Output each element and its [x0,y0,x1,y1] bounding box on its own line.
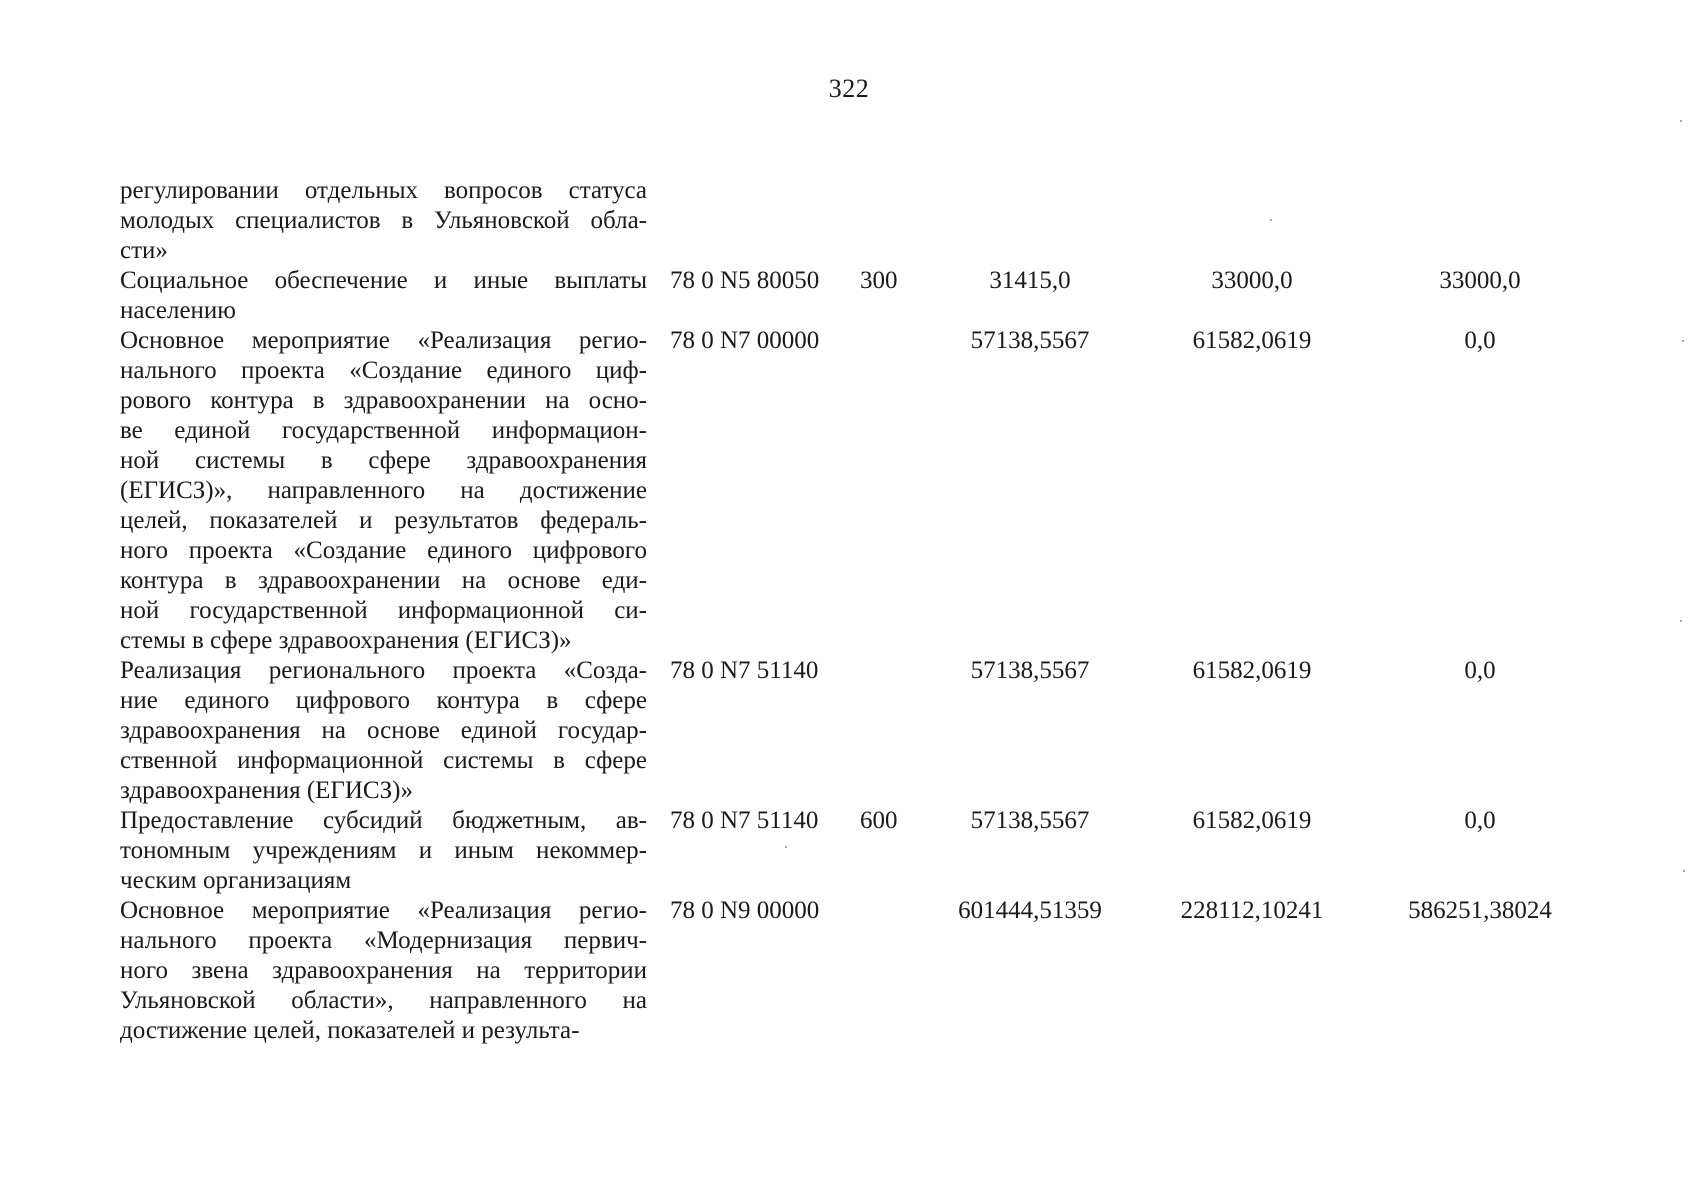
row-value-1: 601444,51359 [958,897,1102,924]
scan-speck [1680,120,1682,122]
row-name-line: здравоохранения на основе единой государ- [120,717,647,744]
row-name-line: Предоставление субсидий бюджетным, ав- [120,807,647,834]
row-value-3: 0,0 [1464,327,1496,354]
row-value-2: 61582,0619 [1192,657,1312,684]
row-value-3: 33000,0 [1439,267,1521,294]
row-name [120,266,647,326]
row-name [120,806,647,896]
scan-speck [1682,340,1684,342]
row-name-line: Основное мероприятие «Реализация регио- [120,327,647,354]
row-name-line: тономным учреждениям и иным некоммер- [120,837,647,864]
row-value-1: 57138,5567 [970,807,1090,834]
row-name-line: ного звена здравоохранения на территории [120,957,647,984]
scan-speck [785,846,787,848]
row-name-line: молодых специалистов в Ульяновской обла- [120,207,647,234]
table-row [120,176,1580,266]
row-name-line: контура в здравоохранении на основе еди- [120,567,647,594]
row-value-1: 57138,5567 [970,327,1090,354]
row-code: 78 0 N5 80050 [670,267,820,294]
row-code: 78 0 N7 51140 [670,657,819,684]
row-name [120,326,647,656]
row-name [120,656,647,806]
row-name-line: рового контура в здравоохранении на осно- [120,387,647,414]
row-value-2: 61582,0619 [1192,807,1312,834]
table-row [120,896,1580,1046]
page-number: 322 [828,74,870,103]
row-name-line: достижение целей, показателей и результа- [120,1017,580,1044]
row-code: 78 0 N7 00000 [670,327,820,354]
row-name-line: регулировании отдельных вопросов статуса [120,177,647,204]
row-name-line: нального проекта «Модернизация первич- [120,927,647,954]
budget-table [120,176,1580,1046]
row-name-line: ние единого цифрового контура в сфере [120,687,647,714]
row-name-line: нального проекта «Создание единого циф- [120,357,647,384]
row-value-3: 586251,38024 [1408,897,1552,924]
row-name [120,896,647,1046]
table-row [120,326,1580,656]
row-name-line: Социальное обеспечение и иные выплаты [120,267,647,294]
row-name-line: ной государственной информационной си- [120,597,647,624]
row-value-2: 33000,0 [1211,267,1293,294]
row-name-line: населению [120,297,236,324]
row-name-line: Основное мероприятие «Реализация регио- [120,897,647,924]
row-name-line: стемы в сфере здравоохранения (ЕГИСЗ)» [120,627,572,654]
row-name-line: здравоохранения (ЕГИСЗ)» [120,777,413,804]
row-value-3: 0,0 [1464,807,1496,834]
row-value-1: 57138,5567 [970,657,1090,684]
scan-speck [1683,870,1685,872]
row-name-line: ного проекта «Создание единого цифрового [120,537,647,564]
scan-speck [1680,620,1682,622]
row-name-line: ве единой государственной информацион- [120,417,647,444]
row-expense-type: 300 [860,267,898,294]
row-name-line: ной системы в сфере здравоохранения [120,447,647,474]
row-value-1: 31415,0 [989,267,1071,294]
row-name-line: ственной информационной системы в сфере [120,747,647,774]
row-name-line: Реализация регионального проекта «Созда- [120,657,647,684]
row-name-line: (ЕГИСЗ)», направленного на достижение [120,477,647,504]
row-code: 78 0 N7 51140 [670,807,819,834]
row-value-2: 61582,0619 [1192,327,1312,354]
row-expense-type: 600 [860,807,898,834]
table-row [120,806,1580,896]
row-code: 78 0 N9 00000 [670,897,820,924]
row-value-3: 0,0 [1464,657,1496,684]
table-row [120,656,1580,806]
row-name [120,176,647,266]
row-name-line: Ульяновской области», направленного на [120,987,647,1014]
table-row [120,266,1580,326]
scan-speck [1270,219,1272,221]
row-value-2: 228112,10241 [1180,897,1324,924]
row-name-line: сти» [120,237,168,264]
row-name-line: целей, показателей и результатов федераль- [120,507,647,534]
row-name-line: ческим организациям [120,867,352,894]
